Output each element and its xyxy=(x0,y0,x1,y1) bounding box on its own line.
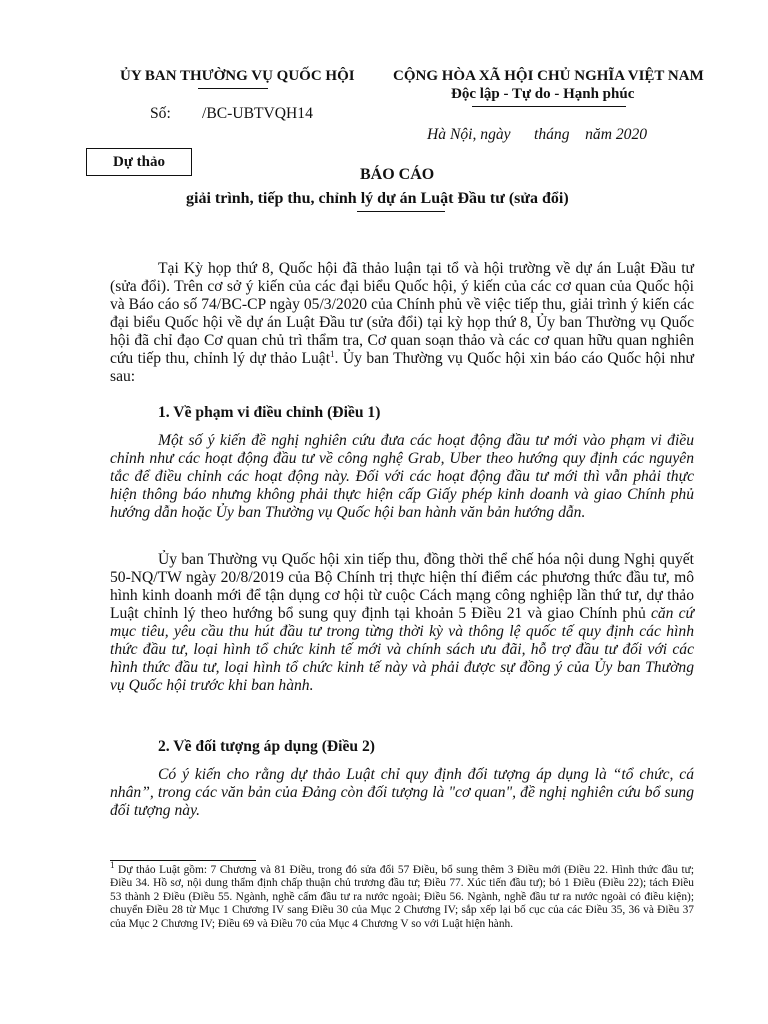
intro-paragraph: Tại Kỳ họp thứ 8, Quốc hội đã thảo luận tại tổ và hội trường về dự án Luật Đầu tư (sửa đổi). Trên cơ sở ý kiến của các đại biểu Quốc hội, ý kiến của các cơ quan của Quốc hội và Báo cáo số 74/BC-CP ngày 05/3/2020 của Chính phủ về việc tiếp thu, giải trình ý kiến các đại biểu Quốc hội về dự án Luật Đầu tư (sửa đổi) tại kỳ họp thứ 8, Ủy ban Thường vụ Quốc hội đã chỉ đạo Cơ quan chủ trì thẩm tra, Cơ quan soạn thảo và các cơ quan hữu quan nghiên cứu tiếp thu, chỉnh lý dự thảo Luật$^1$. Ủy ban Thường vụ Quốc hội xin báo cáo Quốc hội như sau: xyxy=(110,260,694,385)
title-underline xyxy=(357,211,445,212)
document-number: /BC-UBTVQH14 xyxy=(202,105,313,122)
footnote-separator xyxy=(110,860,256,861)
section-1-response: Ủy ban Thường vụ Quốc hội xin tiếp thu, đồng thời thể chế hóa nội dung Nghị quyết 50-NQ/TW ngày 20/8/2019 của Bộ Chính trị thực hiện thí điểm các phương thức đầu tư, mô hình kinh doanh mới để tận dụng cơ hội từ cuộc Cách mạng công nghiệp lần thứ tư, dự thảo Luật chỉnh lý theo hướng bổ sung quy định tại khoản 5 Điều 21 và giao Chính phủ căn cứ mục tiêu, yêu cầu thu hút đầu tư trong từng thời kỳ và thông lệ quốc tế quy định các hình thức đầu tư, loại hình tổ chức kinh tế mới và chính sách ưu đãi, hỗ trợ đầu tư đối với các hình thức đầu tư, loại hình tổ chức kinh tế này và phải được sự đồng ý của Ủy ban Thường vụ Quốc hội trước khi ban hành. xyxy=(110,551,694,694)
issuing-agency: ỦY BAN THƯỜNG VỤ QUỐC HỘI xyxy=(120,68,355,84)
section-1-opinion: Một số ý kiến đề nghị nghiên cứu đưa các hoạt động đầu tư mới vào phạm vi điều chỉnh như các hoạt động đầu tư về công nghệ Grab, Uber theo hướng quy định các nguyên tắc để điều chỉnh các hoạt động này. Đối với các hoạt động đầu tư mới thì vẫn phải thực hiện thông báo nhưng không phải thực hiện cấp Giấy phép kinh doanh và giao Chính phủ hướng dẫn hoặc Ủy ban Thường vụ Quốc hội ban hành văn bản hướng dẫn. xyxy=(110,432,694,521)
section-1-heading: 1. Về phạm vi điều chỉnh (Điều 1) xyxy=(158,404,381,421)
document-title: BÁO CÁO xyxy=(360,166,435,183)
footnote-1: $^1$ Dự thảo Luật gồm: 7 Chương và 81 Điều, trong đó sửa đổi 57 Điều, bổ sung thêm 3 Điều mới (Điều 22. Hình thức đầu tư; Điều 34. Hồ sơ, nội dung thẩm định chấp thuận chủ trương đầu tư; Điều 77. Xúc tiến đầu tư); bỏ 1 Điều (Điều 22); tách Điều 53 thành 2 Điều (Điều 55. Ngành, nghề cấm đầu tư ra nước ngoài; Điều 56. Ngành, nghề đầu tư ra nước ngoài có điều kiện); chuyển Điều 28 từ Mục 1 Chương IV sang Điều 30 của Mục 2 Chương IV; sắp xếp lại bố cục của các Điều 35, 36 và Điều 37 của Mục 2 Chương IV; Điều 69 và Điều 70 của Mục 4 Chương V so với Luật hiện hành. xyxy=(110,860,694,930)
footnote-ref-1: 1 xyxy=(330,348,335,359)
place-and-date: Hà Nội, ngày tháng năm 2020 xyxy=(427,126,648,143)
document-number-label: Số: xyxy=(150,105,171,122)
section-2-opinion: Có ý kiến cho rằng dự thảo Luật chỉ quy định đối tượng áp dụng là “tổ chức, cá nhân”, trong các văn bản của Đảng còn đối tượng là "cơ quan", đề nghị nghiên cứu bổ sung đối tượng này. xyxy=(110,766,694,819)
country-name: CỘNG HÒA XÃ HỘI CHỦ NGHĨA VIỆT NAM xyxy=(393,68,704,84)
motto-underline xyxy=(472,106,626,107)
national-motto: Độc lập - Tự do - Hạnh phúc xyxy=(451,86,635,102)
agency-underline xyxy=(198,88,268,89)
draft-stamp: Dự thảo xyxy=(86,148,192,176)
section-2-heading: 2. Về đối tượng áp dụng (Điều 2) xyxy=(158,738,375,755)
document-subtitle: giải trình, tiếp thu, chỉnh lý dự án Luật Đầu tư (sửa đổi) xyxy=(186,190,569,207)
